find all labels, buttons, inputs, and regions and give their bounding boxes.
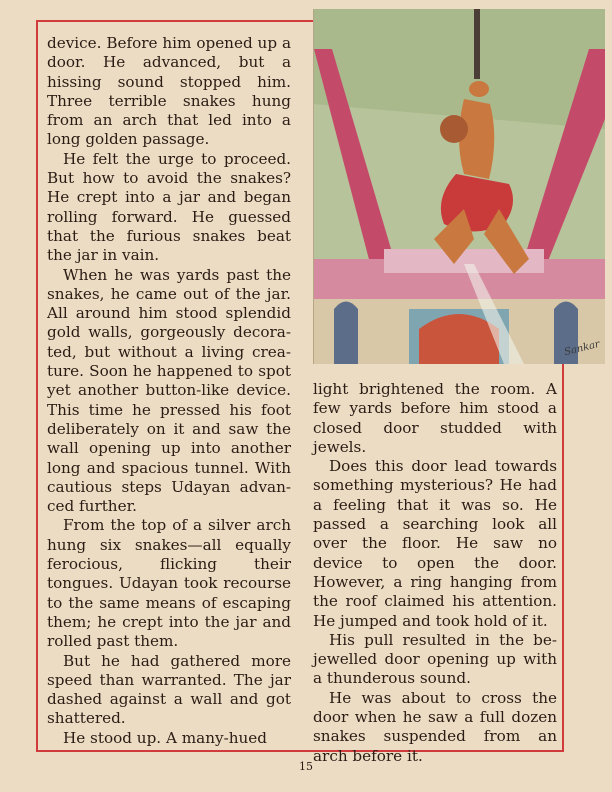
artist-signature: Sankar	[563, 338, 601, 359]
paragraph: From the top of a silver arch hung six snakes—all equally ferocious, flicking their tongues. Udayan took recourse to the same means of escaping them; he crept into the jar and rolled past them.	[47, 516, 291, 651]
paragraph: His pull resulted in the bejewelled door opening up with a thunderous sound.	[313, 630, 557, 688]
paragraph: He was about to cross the door when he saw a full dozen snakes suspended from an arch before it.	[313, 688, 557, 765]
illustration-man-hanging-from-ring	[313, 9, 605, 364]
left-text-column	[47, 34, 291, 748]
paragraph: He felt the urge to proceed. But how to avoid the snakes? He crept into a jar and began rolling forward. He guessed that the furious snakes beat the jar in vain.	[47, 149, 291, 265]
paragraph: He stood up. A many-hued	[63, 728, 267, 747]
page-number: 15	[299, 760, 313, 773]
paragraph: light brightened the room. A few yards before him stood a closed door studded with jewels.	[313, 380, 557, 456]
paragraph: But he had gathered more speed than warranted. The jar dashed against a wall and got shattered.	[47, 651, 291, 728]
right-text-column	[313, 380, 557, 766]
paragraph: Does this door lead towards something mysterious? He had a feeling that it was so. He passed a searching look all over the floor. He saw no device to open the door. However, a ring hanging from the roof claimed his attention. He jumped and took hold of it.	[313, 457, 557, 630]
paragraph: When he was yards past the snakes, he came out of the jar. All around him stood splendid gold walls, gorgeously decorated, but without a living creature. Soon he happened to spot yet another button-like device. This time he pressed his foot deliberately on it and saw the wall opening up into another long and spacious tunnel. With cautious steps Udayan advanced further.	[47, 265, 291, 516]
paragraph: device. Before him opened up a door. He advanced, but a hissing sound stopped him. Three terrible snakes hung from an arch that led into a long golden passage.	[47, 34, 291, 149]
